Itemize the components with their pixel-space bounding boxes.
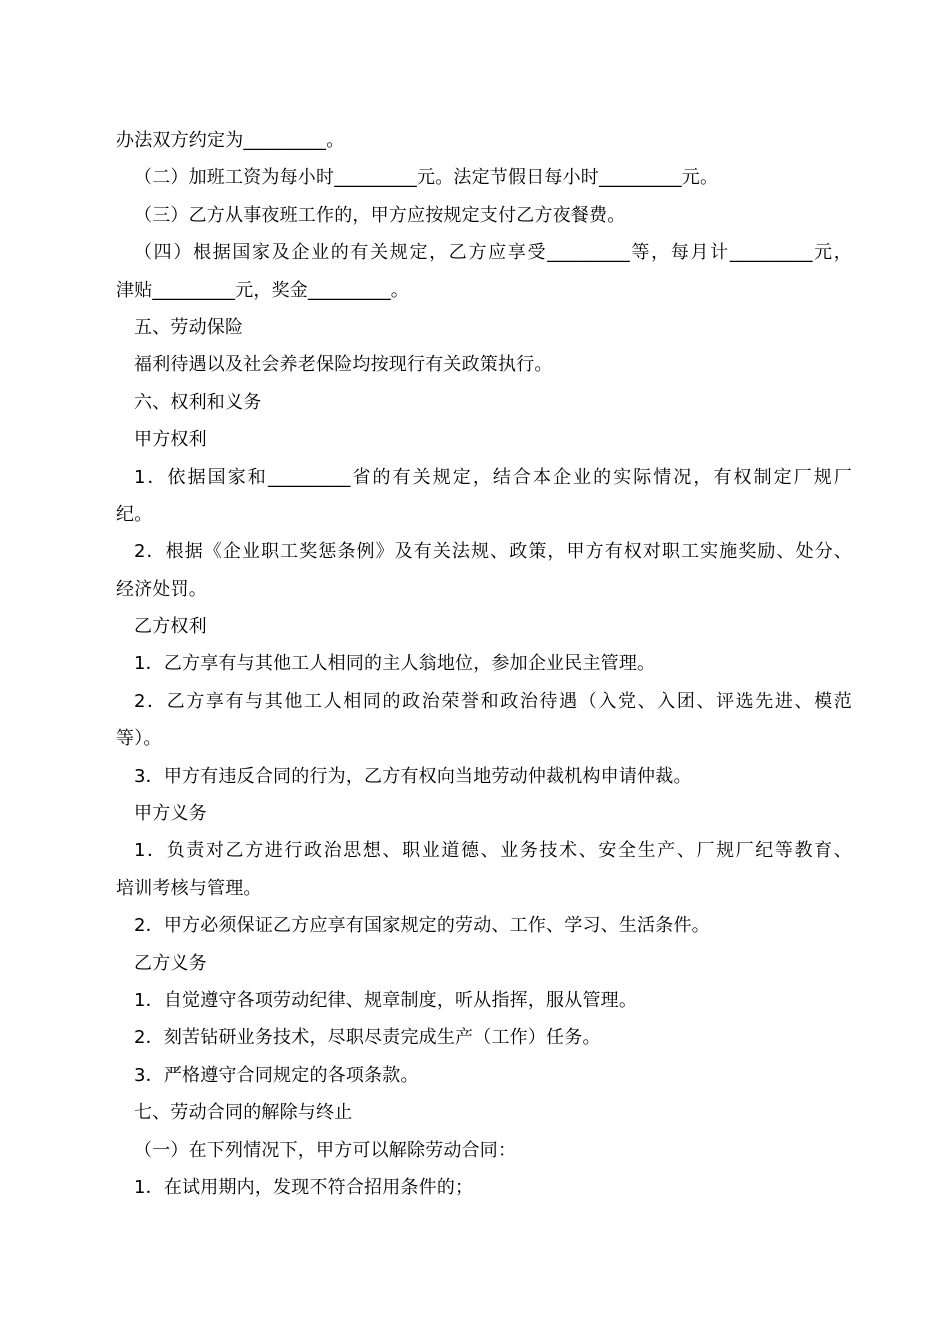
text-line: 六、权利和义务 [134, 391, 262, 413]
text-line: 1．负责对乙方进行政治思想、职业道德、业务技术、安全生产、厂规厂纪等教育、 [134, 840, 852, 862]
text-line: 纪。 [116, 503, 153, 525]
text-line: 甲方义务 [134, 803, 207, 825]
text-line: 1．在试用期内，发现不符合招用条件的； [134, 1176, 474, 1198]
text-line: 福利待遇以及社会养老保险均按现行有关政策执行。 [134, 354, 553, 376]
text-line: 2．根据《企业职工奖惩条例》及有关法规、政策，甲方有权对职工实施奖励、处分、 [134, 541, 852, 563]
document-body [116, 122, 852, 1206]
text-line: （一）在下列情况下，甲方可以解除劳动合同： [134, 1139, 517, 1161]
text-line: 1．依据国家和_________省的有关规定，结合本企业的实际情况，有权制定厂规厂 [134, 466, 852, 488]
text-line: （三）乙方从事夜班工作的，甲方应按规定支付乙方夜餐费。 [134, 204, 626, 226]
text-line: 经济处罚。 [116, 578, 207, 600]
text-line: （四）根据国家及企业的有关规定，乙方应享受_________等，每月计_________元， [134, 242, 852, 264]
text-line: 2．乙方享有与其他工人相同的政治荣誉和政治待遇（入党、入团、评选先进、模范 [134, 690, 852, 712]
text-line: 乙方义务 [134, 952, 207, 974]
text-line: 五、劳动保险 [134, 316, 244, 338]
text-line: 甲方权利 [134, 429, 207, 451]
text-line: 办法双方约定为_________。 [116, 130, 345, 151]
text-line: 1．自觉遵守各项劳动纪律、规章制度，听从指挥，服从管理。 [134, 989, 638, 1011]
text-line: 3．甲方有违反合同的行为，乙方有权向当地劳动仲裁机构申请仲裁。 [134, 765, 692, 787]
text-line: 乙方权利 [134, 616, 207, 638]
text-line: 2．刻苦钻研业务技术，尽职尽责完成生产（工作）任务。 [134, 1027, 601, 1049]
text-line: 津贴_________元，奖金_________。 [116, 279, 409, 301]
text-line: 1．乙方享有与其他工人相同的主人翁地位，参加企业民主管理。 [134, 653, 656, 675]
text-line: （二）加班工资为每小时_________元。法定节假日每小时_________元。 [134, 167, 719, 189]
text-line: 等）。 [116, 728, 162, 750]
text-line: 七、劳动合同的解除与终止 [134, 1102, 353, 1124]
text-line: 2．甲方必须保证乙方应享有国家规定的劳动、工作、学习、生活条件。 [134, 915, 710, 937]
text-line: 3．严格遵守合同规定的各项条款。 [134, 1064, 419, 1086]
text-line: 培训考核与管理。 [116, 877, 262, 899]
